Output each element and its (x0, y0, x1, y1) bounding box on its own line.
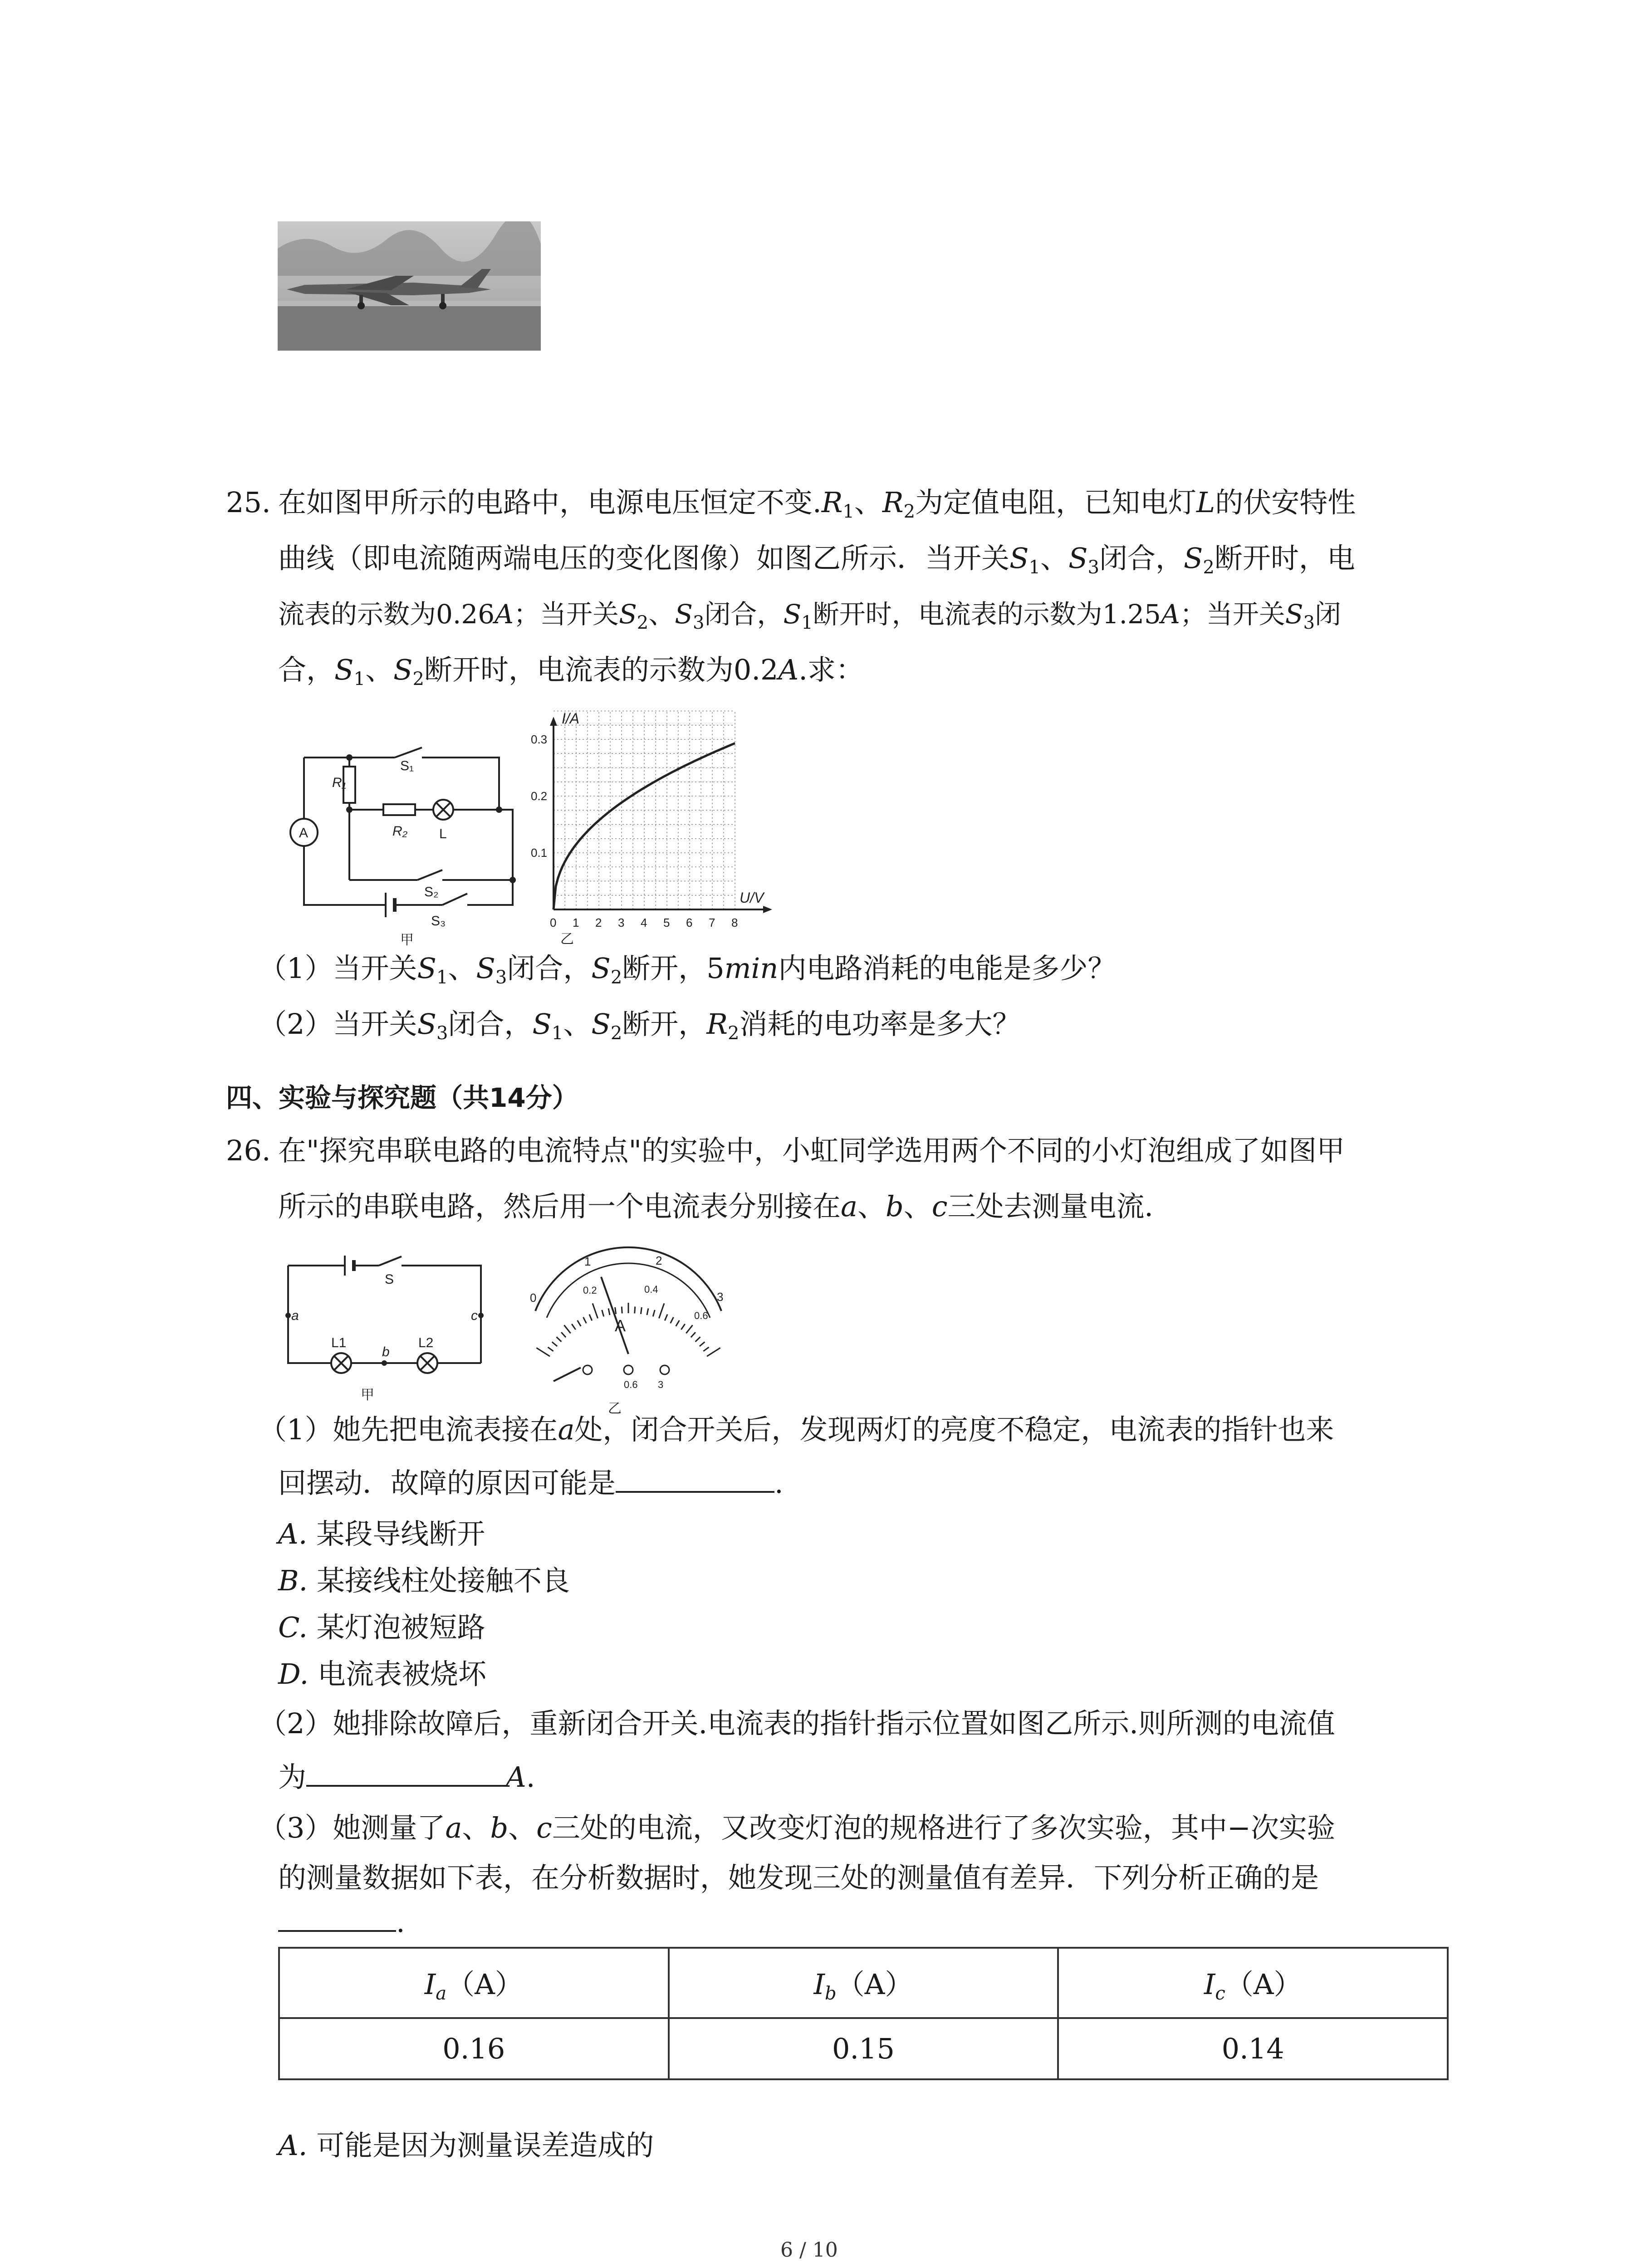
y-tick-label: 0.1 (531, 846, 548, 860)
option-3a: A. 可能是因为测量误差造成的 (278, 2129, 654, 2162)
dial-tick (608, 1308, 610, 1315)
q26-ammeter-dial (508, 1238, 744, 1420)
dial-unit: A (615, 1316, 626, 1335)
label-s3: S₃ (431, 914, 446, 929)
dial-tick (548, 1347, 554, 1351)
label-l1: L1 (331, 1335, 347, 1350)
label-fig-yi-25: 乙 (560, 932, 574, 947)
dial-tick (583, 1317, 587, 1323)
dial-tick (659, 1303, 664, 1318)
x-tick-label: 0 (550, 916, 557, 929)
answer-blank-1[interactable] (616, 1464, 774, 1493)
dial-tick (671, 1317, 674, 1323)
label-point-a: a (291, 1308, 299, 1323)
dial-tick (691, 1332, 696, 1337)
dial-tick (557, 1337, 562, 1341)
label-r1: R₁ (332, 775, 347, 790)
label-s1: S₁ (400, 758, 414, 773)
x-tick-label: 2 (595, 916, 602, 929)
x-tick-label: 5 (663, 916, 670, 929)
label-r2: R₂ (392, 824, 408, 839)
dial-tick (676, 1320, 680, 1326)
dial-top-0: 0 (530, 1291, 537, 1305)
x-tick-label: 7 (709, 916, 715, 929)
terminal-3: 3 (658, 1379, 664, 1390)
x-tick-label: 8 (731, 916, 738, 929)
label-fig-jia-26: 甲 (361, 1388, 374, 1403)
header-ic: $I_c(A)$ (1058, 1948, 1448, 2018)
dial-tick (700, 1342, 705, 1346)
q25-iv-graph (522, 708, 776, 953)
q26-part2-line-2: 为 A. (278, 1758, 535, 1795)
label-switch-s: S (385, 1272, 394, 1287)
label-s2: S₂ (424, 885, 439, 899)
dial-bottom-06: 0.6 (694, 1310, 708, 1321)
q25-line-4: 合，$S_1$、$S_2$断开时，电流表的示数为0.2A.求： (278, 653, 864, 689)
q26-part2-line-1: （2）她排除故障后，重新闭合开关.电流表的指针指示位置如图乙所示.则所测的电流值 (259, 1707, 1335, 1740)
q25-sub-question-1: （1）当开关$S_1$、$S_3$闭合，$S_2$断开，5min内电路消耗的电能是多少？ (259, 952, 1116, 988)
question-number-25: 25. (226, 486, 271, 519)
dial-tick (561, 1332, 566, 1337)
dial-tick (665, 1315, 667, 1321)
q26-part1-line-2: 回摆动．故障的原因可能是 . (278, 1464, 784, 1501)
terminal-06: 0.6 (624, 1379, 638, 1390)
q25-sub-question-2: （2）当开关$S_3$闭合，$S_1$、$S_2$断开，$R_2$消耗的电功率是多大？ (259, 1007, 1021, 1044)
page-number: 6 / 10 (780, 2239, 838, 2262)
dial-tick (653, 1310, 655, 1316)
dial-tick (578, 1320, 581, 1326)
dial-tick (707, 1348, 720, 1356)
value-ib: 0.15 (669, 2018, 1058, 2079)
option-1d: D. 电流表被烧坏 (278, 1657, 486, 1691)
q26-part1-line-1: （1）她先把电流表接在a处，闭合开关后，发现两灯的亮度不稳定，电流表的指针也来 (259, 1413, 1334, 1446)
q25-line-1: 在如图甲所示的电路中，电源电压恒定不变$.R_1$、$R_2$为定值电阻，已知电灯L的伏安特性 (278, 486, 1356, 522)
q26-line-2: 所示的串联电路，然后用一个电流表分别接在a、b、c三处去测量电流． (278, 1190, 1173, 1223)
option-1a: A. 某段导线断开 (278, 1517, 485, 1550)
dial-needle (601, 1277, 628, 1354)
answer-blank-2[interactable] (306, 1758, 506, 1787)
switch-s1-blade (395, 748, 422, 758)
x-tick-label: 3 (618, 916, 625, 929)
dial-tick (602, 1310, 604, 1316)
x-tick-label: 6 (686, 916, 693, 929)
value-ia: 0.16 (279, 2018, 669, 2079)
measurement-table (278, 1947, 1449, 2080)
label-fig-jia-25: 甲 (400, 933, 414, 948)
dial-tick (536, 1348, 550, 1356)
q25-line-3: 流表的示数为0.26A；当开关$S_2$、$S_3$闭合，$S_1$断开时，电流表的示数为1.25A；当开关$S_3$闭 (278, 599, 1341, 633)
dial-top-2: 2 (656, 1254, 662, 1267)
label-l2: L2 (418, 1335, 434, 1350)
y-tick-label: 0.3 (531, 733, 548, 746)
answer-blank-3[interactable] (278, 1903, 396, 1932)
label-ammeter: A (299, 826, 309, 841)
dial-bottom-02: 0.2 (583, 1285, 597, 1296)
dial-tick (641, 1307, 642, 1314)
x-tick-label: 4 (641, 916, 647, 929)
x-tick-label: 1 (573, 916, 579, 929)
q26-part3-line-3: . (278, 1903, 405, 1941)
q25-line-2: 曲线（即电流随两端电压的变化图像）如图乙所示．当开关$S_1$、$S_3$闭合，$S_2$断开时，电 (278, 542, 1355, 578)
q26-part3-line-2: 的测量数据如下表，在分析数据时，她发现三处的测量值有差异．下列分析正确的是 (278, 1861, 1319, 1894)
q25-circuit-diagram (281, 735, 526, 953)
dial-tick (572, 1324, 576, 1330)
y-axis-label: I/A (562, 710, 580, 727)
question-number-26: 26. (226, 1134, 271, 1167)
dial-top-3: 3 (717, 1290, 724, 1304)
dial-tick (681, 1324, 685, 1330)
table-row (279, 2018, 1448, 2079)
dial-tick (647, 1308, 648, 1315)
q26-part3-line-1: （3）她测量了a、b、c三处的电流，又改变灯泡的规格进行了多次实验，其中−次实验 (259, 1811, 1335, 1844)
dial-tick (589, 1315, 592, 1321)
dial-tick (615, 1307, 616, 1314)
value-ic: 0.14 (1058, 2018, 1448, 2079)
dial-tick (564, 1325, 570, 1333)
section-title: 四、实验与探究题（共14分） (226, 1082, 578, 1113)
q26-line-1: 在"探究串联电路的电流特点"的实验中，小虹同学选用两个不同的小灯泡组成了如图甲 (278, 1134, 1345, 1167)
y-tick-label: 0.2 (531, 789, 548, 803)
x-axis-label: U/V (740, 890, 764, 906)
header-ib: $I_b(A)$ (669, 1948, 1058, 2018)
dial-tick (686, 1325, 692, 1333)
header-ia: $I_a(A)$ (279, 1948, 669, 2018)
table-header-row (279, 1948, 1448, 2018)
label-point-c: c (471, 1308, 478, 1323)
label-point-b: b (382, 1344, 390, 1359)
dial-tick (696, 1337, 700, 1341)
option-1b: B. 某接线柱处接触不良 (278, 1564, 570, 1597)
dial-tick (552, 1342, 557, 1346)
dial-bottom-04: 0.4 (644, 1284, 658, 1295)
label-fig-yi-26: 乙 (608, 1401, 622, 1416)
jet-photo (278, 221, 541, 351)
dial-top-1: 1 (584, 1255, 591, 1268)
q26-circuit-diagram (281, 1252, 490, 1406)
dial-tick (593, 1303, 598, 1318)
option-1c: C. 某灯泡被短路 (278, 1611, 485, 1644)
dial-tick (703, 1347, 709, 1351)
label-lamp: L (439, 826, 447, 841)
